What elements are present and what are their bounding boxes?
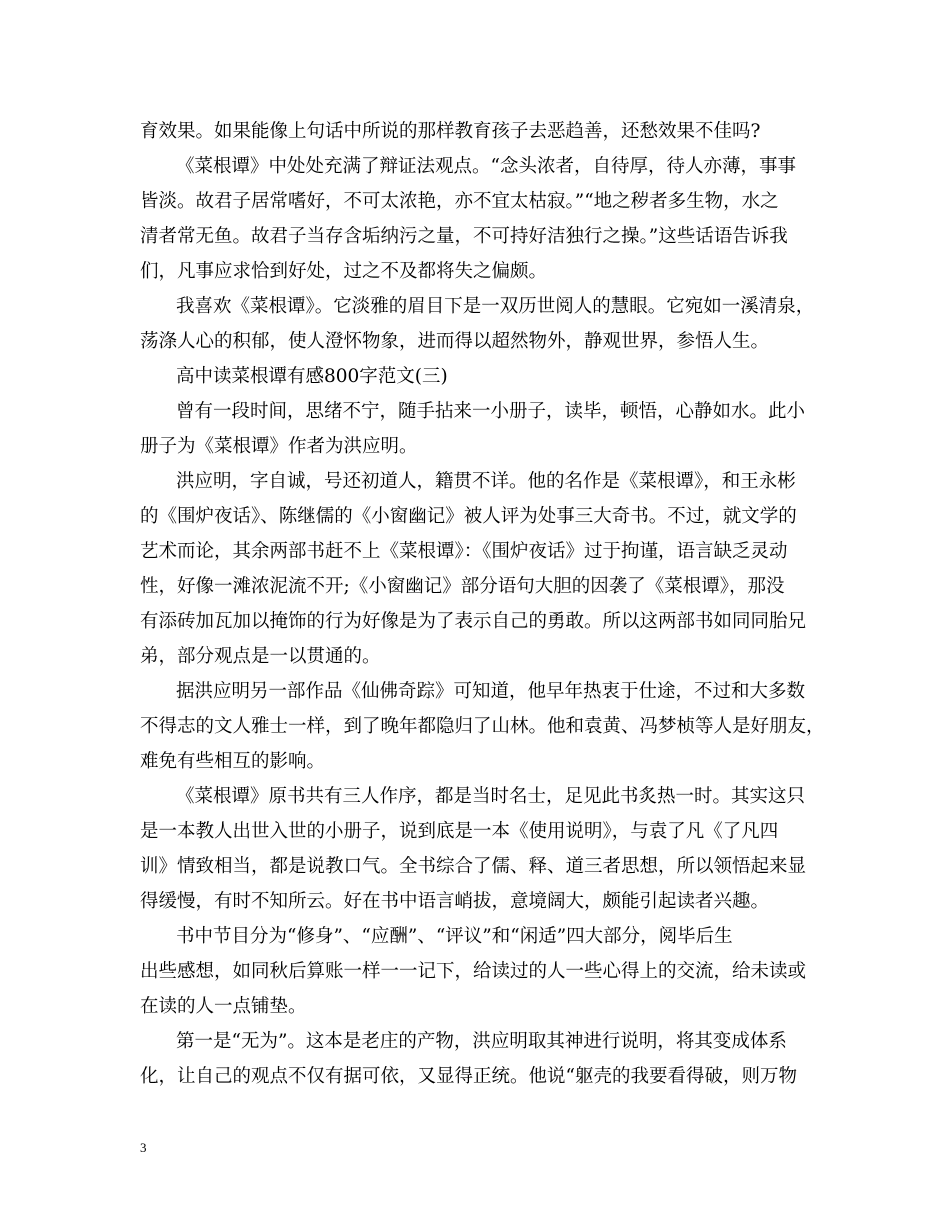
text-line: 清者常无鱼。故君子当存含垢纳污之量，不可持好洁独行之操。”这些话语告诉我 (140, 226, 788, 247)
text-line: 出些感想，如同秋后算账一样一一记下，给读过的人一些心得上的交流，给未读或 (140, 961, 807, 982)
text-line: 难免有些相互的影响。 (140, 751, 326, 772)
text-line: 训》情致相当，都是说教口气。全书综合了儒、释、道三者思想，所以领悟起来显 (140, 856, 807, 877)
text-line: 据洪应明另一部作品《仙佛奇踪》可知道，他早年热衷于仕途，不过和大多数 (176, 681, 806, 702)
text-line: 书中节目分为“修身”、“应酬”、“评议”和“闲适”四大部分，阅毕后生 (176, 926, 733, 947)
text-line: 第一是“无为”。这本是老庄的产物，洪应明取其神进行说明，将其变成体系 (176, 1031, 787, 1052)
text-line: 弟，部分观点是一以贯通的。 (140, 646, 381, 667)
text-line: 的《围炉夜话》、陈继儒的《小窗幽记》被人评为处事三大奇书。不过，就文学的 (140, 506, 797, 527)
text-line: 荡涤人心的积郁，使人澄怀物象，进而得以超然物外，静观世界，参悟人生。 (140, 331, 770, 352)
text-line: 我喜欢《菜根谭》。它淡雅的眉目下是一双历世阅人的慧眼。它宛如一溪清泉， (176, 296, 815, 317)
section-heading: 高中读菜根谭有感800字范文(三) (176, 366, 448, 387)
text-line: 化，让自己的观点不仅有据可依，又显得正统。他说“躯壳的我要看得破，则万物 (140, 1066, 797, 1087)
text-line: 育效果。如果能像上句话中所说的那样教育孩子去恶趋善，还愁效果不佳吗? (140, 121, 761, 142)
text-line: 在读的人一点铺垫。 (140, 996, 307, 1017)
text-line: 得缓慢，有时不知所云。好在书中语言峭拔，意境阔大，颇能引起读者兴趣。 (140, 891, 770, 912)
text-line: 性，好像一滩浓泥流不开;《小窗幽记》部分语句大胆的因袭了《菜根谭》，那没 (140, 576, 785, 597)
text-line: 洪应明，字自诚，号还初道人，籍贯不详。他的名作是《菜根谭》，和王永彬 (176, 471, 796, 492)
text-line: 曾有一段时间，思绪不宁，随手拈来一小册子，读毕，顿悟，心静如水。此小 (176, 401, 806, 422)
text-line: 艺术而论，其余两部书赶不上《菜根谭》：《围炉夜话》过于拘谨，语言缺乏灵动 (140, 541, 788, 562)
text-line: 不得志的文人雅士一样，到了晚年都隐归了山林。他和袁黄、冯梦桢等人是好朋友， (140, 716, 825, 737)
text-line: 皆淡。故君子居常嗜好，不可太浓艳，亦不宜太枯寂。”“地之秽者多生物，水之 (140, 191, 779, 212)
page-number: 3 (140, 1140, 147, 1155)
text-line: 《菜根谭》中处处充满了辩证法观点。“念头浓者，自待厚，待人亦薄，事事 (176, 156, 796, 177)
text-line: 《菜根谭》原书共有三人作序，都是当时名士，足见此书炙热一时。其实这只 (176, 786, 806, 807)
text-line: 有添砖加瓦加以掩饰的行为好像是为了表示自己的勇敢。所以这两部书如同同胎兄 (140, 611, 807, 632)
text-line: 册子为《菜根谭》作者为洪应明。 (140, 436, 418, 457)
text-line: 是一本教人出世入世的小册子，说到底是一本《使用说明》，与袁了凡《了凡四 (140, 821, 779, 842)
text-line: 们，凡事应求恰到好处，过之不及都将失之偏颇。 (140, 261, 548, 282)
